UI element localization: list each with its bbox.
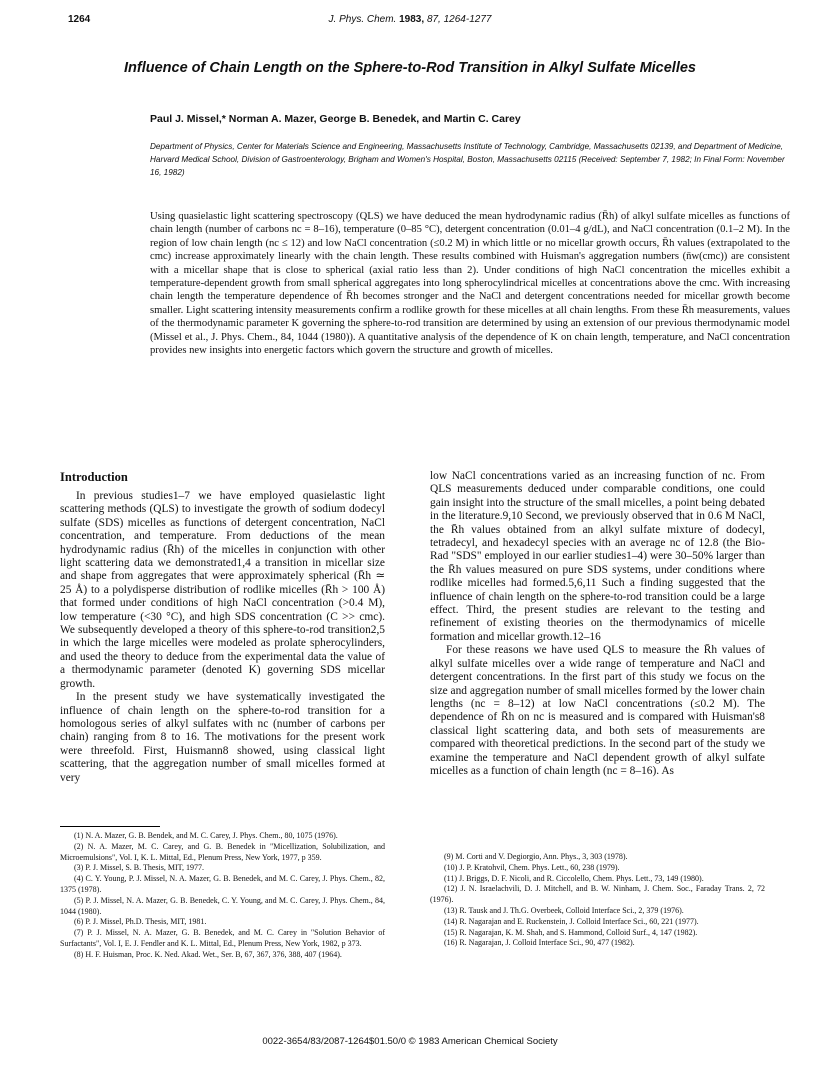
article-title: Influence of Chain Length on the Sphere-to-Rod Transition in Alkyl Sulfate Micelles bbox=[124, 60, 696, 76]
footnote: (9) M. Corti and V. Degiorgio, Ann. Phys., 3, 303 (1978). bbox=[444, 852, 628, 861]
intro-paragraph-1: In previous studies1–7 we have employed quasielastic light scattering methods (QLS) to investigate the growth of sodium dodecyl sulfate (SDS) micelles as functions of detergent concentration, NaCl concentration, and temperature. From deductions of the mean hydrodynamic radius (R̄h) of the micelles in conjunction with other light scattering data we demonstrated1,4 a transition in micellar size and shape from aggregates that were approximately spherical (R̄h ≃ 25 Å) to a polydisperse distribution of rodlike micelles (R̄h > 100 Å) that formed under conditions of high NaCl concentration (>0.4 M), low temperature (<30 °C), and high SDS concentration (C >> cmc). We subsequently developed a theory of this sphere-to-rod transition2,5 in which the large micelles were modeled as prolate spherocylinders, and used the theory to deduce from the experimental data the value of a thermodynamic parameter (denoted K) governing SDS micellar growth. bbox=[60, 490, 385, 690]
footnotes-right bbox=[430, 852, 765, 949]
journal-name: J. Phys. Chem. bbox=[328, 14, 397, 25]
journal-header bbox=[0, 14, 820, 25]
journal-volume-pages: 87, 1264-1277 bbox=[426, 14, 492, 25]
footnote: (12) J. N. Israelachvili, D. J. Mitchell, and B. W. Ninham, J. Chem. Soc., Faraday Trans. 2, 72 (1976). bbox=[430, 884, 765, 905]
right-column bbox=[430, 470, 765, 778]
copyright-footer: 0022-3654/83/2087-1264$01.50/0 © 1983 American Chemical Society bbox=[262, 1036, 558, 1047]
footnote: (2) N. A. Mazer, M. C. Carey, and G. B. Benedek in "Micellization, Solubilization, and Microemulsions", Vol. I, K. L. Mittal, Ed., Plenum Press, New York, 1977, p 359. bbox=[60, 841, 385, 862]
intro-paragraph-continued: low NaCl concentrations varied as an increasing function of nc. From QLS measurements deduced under comparable conditions, one could gain insight into the structure of the small micelles, a point being debated in the literature.9,10 Second, we previously observed that in 0.6 M NaCl, the R̄h values obtained from an alkyl sulfate mixture of dodecyl, tetradecyl, and hexadecyl species with an average nc of 12.8 (the Bio-Rad "SDS" employed in our earlier studies1–4) were 30–50% larger than the R̄h values measured on pure SDS systems, under conditions where rodlike micelles had formed.5,6,11 Such a finding suggested that the influence of chain length on the sphere-to-rod transition could be a large effect. Third, the present studies are relevant to the testing and refinement of existing theories on the thermodynamics of micelle formation and micellar growth.12–16 bbox=[430, 470, 765, 643]
footnote: (1) N. A. Mazer, G. B. Bendek, and M. C. Carey, J. Phys. Chem., 80, 1075 (1976). bbox=[74, 831, 338, 840]
intro-paragraph-3: For these reasons we have used QLS to measure the R̄h values of alkyl sulfate micelles over a wide range of temperature and NaCl and detergent concentrations. In the first part of this study we focus on the size and aggregation number of small micelles formed by the lower chain lengths (nc = 8–12) at low NaCl concentrations (≤0.2 M). The dependence of R̄h on nc is measured and is compared with Huisman's8 classical light scattering data, and both sets of measurements are compared with theoretical predictions. In the second part of the study we examine the temperature and NaCl dependent growth of alkyl sulfate micelles as a function of chain length (nc = 8–16). As bbox=[430, 644, 765, 777]
footnote: (5) P. J. Missel, N. A. Mazer, G. B. Benedek, C. Y. Young, and M. C. Carey, J. Phys. Chem., 84, 1044 (1980). bbox=[60, 895, 385, 916]
section-heading-introduction: Introduction bbox=[60, 470, 128, 484]
footnote: (6) P. J. Missel, Ph.D. Thesis, MIT, 1981. bbox=[74, 917, 207, 927]
footnote: (13) R. Tausk and J. Th.G. Overbeek, Colloid Interface Sci., 2, 379 (1976). bbox=[444, 905, 684, 915]
footnote: (7) P. J. Missel, N. A. Mazer, G. B. Benedek, and M. C. Carey in "Solution Behavior of Surfactants", Vol. I, E. J. Fendler and K. L. Mittal, Ed., Plenum Press, New York, 1982, p 373. bbox=[60, 928, 385, 948]
affiliation: Department of Physics, Center for Materials Science and Engineering, Massachusetts Institute of Technology, Cambridge, Massachusetts 02139, and Department of Medicine, Harvard Medical School, Division of Gastroenterology, Brigham and Women's Hospital, Boston, Massachusetts 02115 (Received: September 7, 1982; In Final Form: November 16, 1982) bbox=[150, 142, 785, 177]
footnote: (16) R. Nagarajan, J. Colloid Interface Sci., 90, 477 (1982). bbox=[444, 938, 635, 948]
footnotes-left bbox=[60, 826, 385, 961]
intro-paragraph-2: In the present study we have systematically investigated the influence of chain length on the sphere-to-rod transition for a homologous series of alkyl sulfates with nc (number of carbons per chain) ranging from 8 to 16. The motivations for the present work were threefold. First, Huismann8 showed, using classical light scattering, that the aggregation number of small micelles formed at very bbox=[60, 691, 385, 784]
footnote: (4) C. Y. Young, P. J. Missel, N. A. Mazer, G. B. Benedek, and M. C. Carey, J. Phys. Chem., 82, 1375 (1978). bbox=[60, 874, 385, 894]
page-number: 1264 bbox=[68, 14, 91, 25]
author-list: Paul J. Missel,* Norman A. Mazer, George B. Benedek, and Martin C. Carey bbox=[150, 113, 521, 125]
left-column bbox=[60, 470, 385, 785]
footnote: (3) P. J. Missel, S. B. Thesis, MIT, 1977. bbox=[74, 863, 204, 873]
footnote: (11) J. Briggs, D. F. Nicoli, and R. Ciccolello, Chem. Phys. Lett., 73, 149 (1980). bbox=[444, 873, 704, 883]
footnote: (15) R. Nagarajan, K. M. Shah, and S. Hammond, Colloid Surf., 4, 147 (1982). bbox=[444, 927, 698, 937]
journal-year: 1983, bbox=[399, 14, 425, 25]
abstract: Using quasielastic light scattering spectroscopy (QLS) we have deduced the mean hydrodynamic radius (R̄h) of alkyl sulfate micelles as functions of chain length (number of carbons nc = 8–16), temperature (0–85 °C), detergent concentration (0.01–4 g/dL), and NaCl concentration (0.1–2 M). In the region of low chain length (nc ≤ 12) and low NaCl concentration (≤0.2 M) in which little or no micellar growth occurs, R̄h values (extrapolated to the cmc) increase approximately linearly with the chain length. These results combined with Huisman's aggregation numbers (n̄w(cmc)) are consistent with a micellar shape that is close to spherical (axial ratio less than 2). Under conditions of high NaCl concentration the micelles exhibit a temperature-dependent growth from small spherical aggregates into long spherocylindrical micelles at concentrations above the cmc. With increasing chain length the temperature dependence of R̄h becomes stronger and the NaCl and detergent concentrations needed for micellar growth become smaller. Light scattering intensity measurements confirm a rodlike growth for these micelles at all chain lengths. From these R̄h measurements, values of the thermodynamic parameter K governing the sphere-to-rod transition are determined by using an extension of our previous thermodynamic model (Missel et al., J. Phys. Chem., 84, 1044 (1980)). A quantitative analysis of the dependence of K on chain length, temperature, and NaCl concentration provides new insights into energetic factors which govern the structure and growth of micelles. bbox=[150, 211, 790, 357]
footnote: (10) J. P. Kratohvil, Chem. Phys. Lett., 60, 238 (1979). bbox=[444, 862, 620, 872]
footnote: (14) R. Nagarajan and E. Ruckenstein, J. Colloid Interface Sci., 60, 221 (1977). bbox=[444, 916, 699, 926]
footnote: (8) H. F. Huisman, Proc. K. Ned. Akad. Wet., Ser. B, 67, 367, 376, 388, 407 (1964). bbox=[74, 949, 342, 959]
